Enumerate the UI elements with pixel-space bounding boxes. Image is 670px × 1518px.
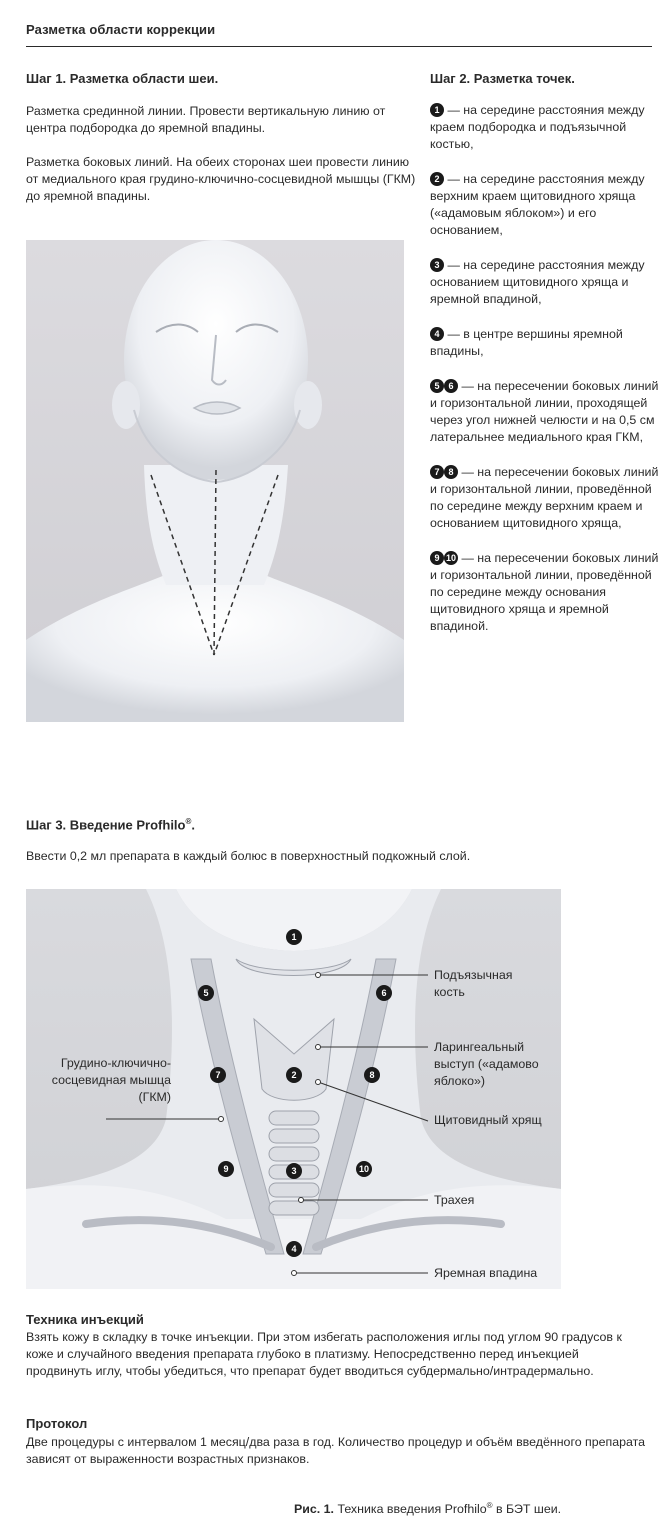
point-text: — в центре вершины яремной впадины,	[430, 327, 623, 358]
point-text: — на пересечении боковых линий и горизонтальной линии, проведённой по середине между основания щитовидного хряща и яремной впадиной.	[430, 551, 659, 633]
point-text: — на середине расстояния между краем подбородка и подъязычной костью,	[430, 103, 645, 151]
point-item	[430, 326, 660, 360]
title-rule	[26, 46, 652, 47]
points-list	[430, 102, 660, 653]
point-number-badge: 6	[444, 379, 458, 393]
point-number-badge: 1	[430, 103, 444, 117]
point-number-badge: 2	[430, 172, 444, 186]
step3-title: Шаг 3. Введение Profhilo®.	[26, 817, 196, 833]
head-figure	[26, 240, 404, 722]
label-hyoid: Подъязычная кость	[434, 968, 513, 999]
point-number-badge: 8	[444, 465, 458, 479]
injection-point-marker-4: 4	[286, 1241, 302, 1257]
point-number-badge: 5	[430, 379, 444, 393]
injection-point-marker-1: 1	[286, 929, 302, 945]
neck-anatomy-illustration	[26, 889, 561, 1289]
protocol-title: Протокол	[26, 1416, 88, 1431]
point-text: — на середине расстояния между основанием щитовидного хряща и яремной впадиной,	[430, 258, 645, 306]
technique-text: Взять кожу в складку в точке инъекции. При этом избегать расположения иглы под углом 90 градусов к коже и случайного введения препарата глубоко в платизму. Непосредственно перед инъекцией продвинуть иглу, чтобы убедиться, что препарат будет вводиться субдермально/интрадермально.	[26, 1330, 622, 1378]
point-number-badge: 9	[430, 551, 444, 565]
step3-text: Ввести 0,2 мл препарата в каждый болюс в поверхностный подкожный слой.	[26, 849, 471, 863]
step1-title: Шаг 1. Разметка области шеи.	[26, 71, 219, 86]
point-number-badge: 10	[445, 553, 456, 563]
label-thyroid: Щитовидный хрящ	[434, 1113, 542, 1127]
head-marking-illustration	[26, 240, 404, 722]
point-number-badge: 4	[430, 327, 444, 341]
point-item	[430, 464, 660, 532]
injection-point-marker-10: 10	[356, 1161, 372, 1177]
injection-point-marker-3: 3	[286, 1163, 302, 1179]
point-item	[430, 378, 660, 446]
injection-point-marker-6: 6	[376, 985, 392, 1001]
label-jugular: Яремная впадина	[434, 1266, 538, 1280]
step2-title: Шаг 2. Разметка точек.	[430, 71, 575, 86]
injection-point-marker-9: 9	[218, 1161, 234, 1177]
section-title: Разметка области коррекции	[26, 22, 216, 37]
label-scm: Грудино-ключично-сосцевидная мышца (ГКМ)	[51, 1056, 171, 1104]
injection-point-marker-7: 7	[210, 1067, 226, 1083]
point-text: — на середине расстояния между верхним краем щитовидного хряща («адамовым яблоком») и его основанием,	[430, 172, 645, 237]
point-item	[430, 171, 660, 239]
injection-point-marker-5: 5	[198, 985, 214, 1001]
point-number-badge: 7	[430, 465, 444, 479]
technique-title: Техника инъекций	[26, 1312, 144, 1327]
injection-point-marker-2: 2	[286, 1067, 302, 1083]
point-number-badge: 3	[430, 258, 444, 272]
point-item	[430, 102, 660, 153]
point-text: — на пересечении боковых линий и горизонтальной линии, проведённой по середине между верхним краем и основанием щитовидного хряща,	[430, 465, 659, 530]
step1-midline-text: Разметка срединной линии. Провести вертикальную линию от центра подбородка до яремной впадины.	[26, 104, 386, 135]
label-laryngeal: Ларингеальный выступ («адамово яблоко»)	[434, 1040, 539, 1088]
injection-point-marker-8: 8	[364, 1067, 380, 1083]
point-text: — на пересечении боковых линий и горизонтальной линии, проходящей через угол нижней челюсти и на 0,5 см латеральнее медиального края ГКМ,	[430, 379, 659, 444]
figure-caption: Рис. 1. Техника введения Profhilo® в БЭТ шеи.	[294, 1501, 562, 1517]
step1-sidelines-text: Разметка боковых линий. На обеих сторонах шеи провести линию от медиального края грудино-ключично-сосцевидной мышцы (ГКМ) до яремной впадины.	[26, 155, 416, 203]
label-trachea: Трахея	[434, 1193, 475, 1207]
protocol-text: Две процедуры с интервалом 1 месяц/два раза в год. Количество процедур и объём введённого препарата зависят от выраженности возрастных признаков.	[26, 1435, 646, 1466]
point-item	[430, 550, 660, 635]
point-item	[430, 257, 660, 308]
